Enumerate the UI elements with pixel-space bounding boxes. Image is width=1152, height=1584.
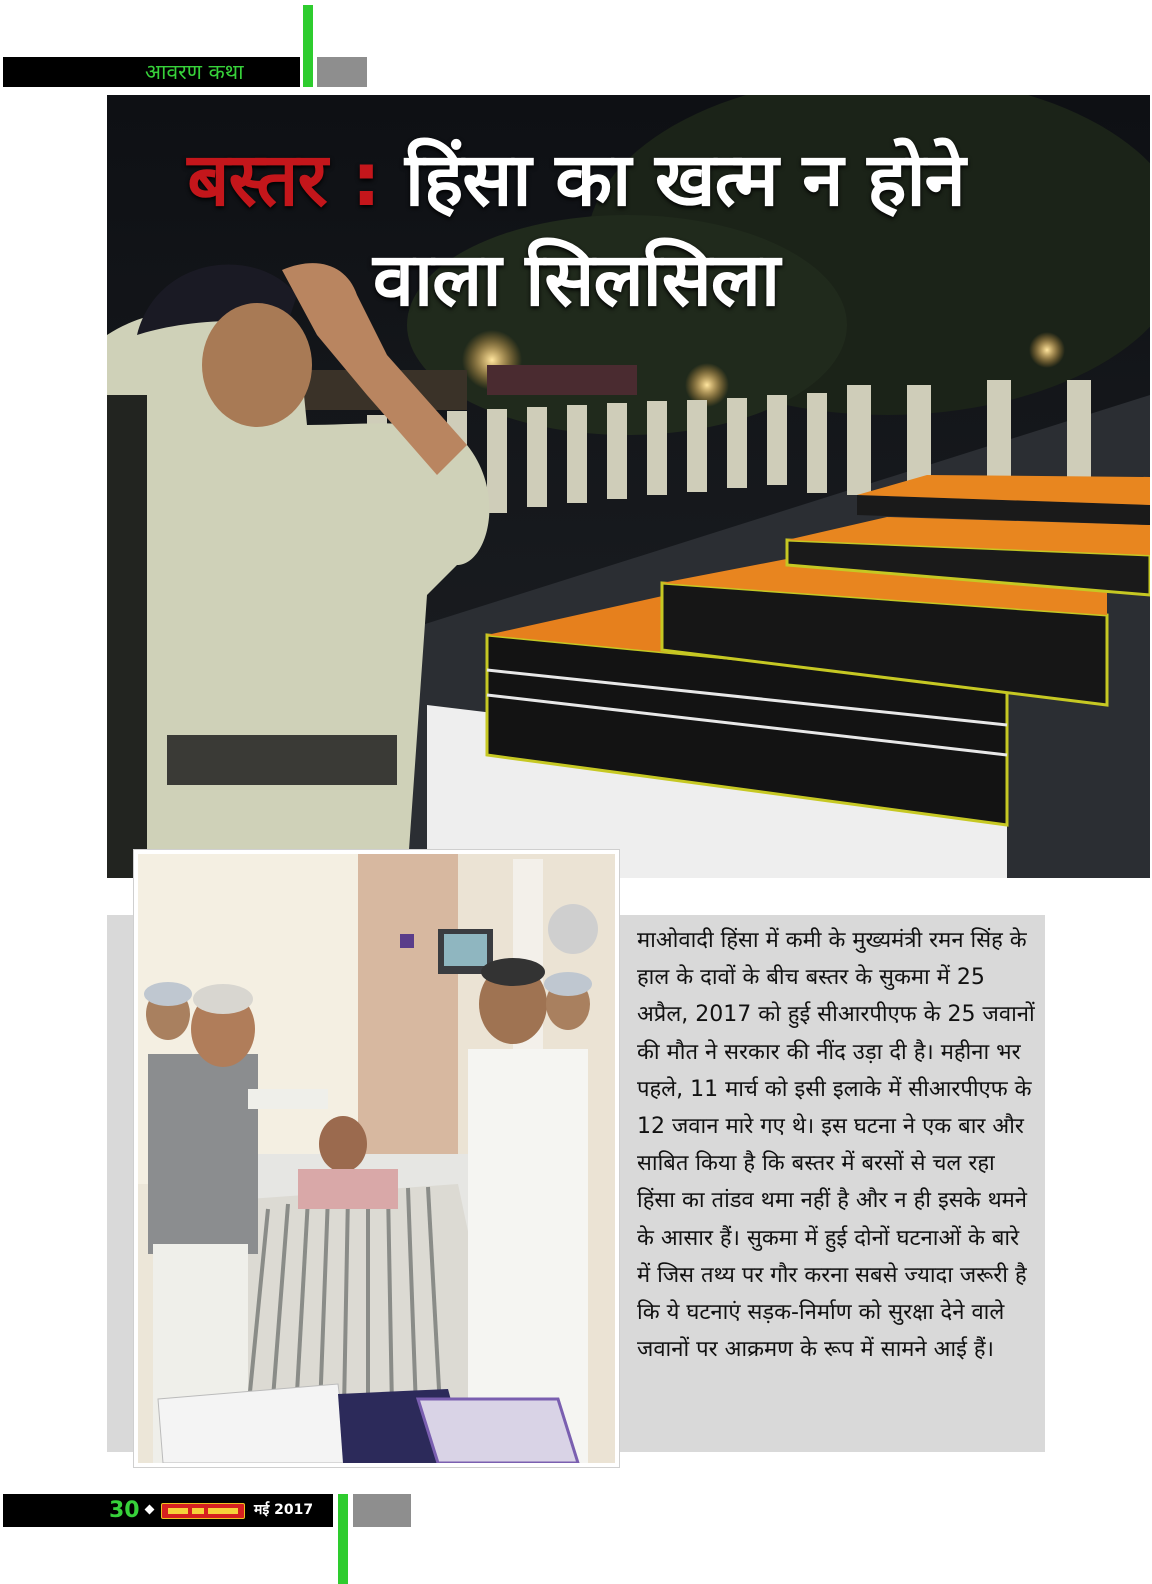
grey-tab-bottom xyxy=(353,1494,411,1527)
article-body: माओवादी हिंसा में कमी के मुख्यमंत्री रमन सिंह के हाल के दावों के बीच बस्तर के सुकमा में 25 अप्रैल, 2017 को हुई सीआरपीएफ के 25 जवानों की मौत ने सरकार की नींद उड़ा दी है। महीना भर पहले, 11 मार्च को इसी इलाके में सीआरपीएफ के 12 जवान मारे गए थे। इस घटना ने एक बार और साबित किया है कि बस्तर में बरसों से चल रहा हिंसा का तांडव थमा नहीं है और न ही इसके थमने के आसार हैं। सुकमा में हुई दोनों घटनाओं के बारे में जिस तथ्य पर गौर करना सबसे ज्यादा जरूरी है कि ये घटनाएं सड़क-निर्माण को सुरक्षा देने वाले जवानों पर आक्रमण के रूप में सामने आई हैं। xyxy=(637,928,1035,1363)
accent-line-bottom xyxy=(338,1494,348,1584)
issue-date: मई 2017 xyxy=(254,1502,314,1518)
headline xyxy=(0,130,1152,330)
headline-line2: वाला सिलसिला xyxy=(372,237,780,323)
magazine-logo xyxy=(161,1503,245,1519)
grey-panel-left xyxy=(107,915,137,1452)
headline-line1: हिंसा का खत्म न होने xyxy=(404,137,965,223)
accent-line-top xyxy=(303,5,313,87)
page-number: 30 xyxy=(109,1498,140,1523)
grey-tab-top xyxy=(317,57,367,87)
section-label: आवरण कथा xyxy=(145,60,244,84)
hospital-photo xyxy=(134,850,619,1467)
headline-highlight: बस्तर : xyxy=(187,137,381,223)
